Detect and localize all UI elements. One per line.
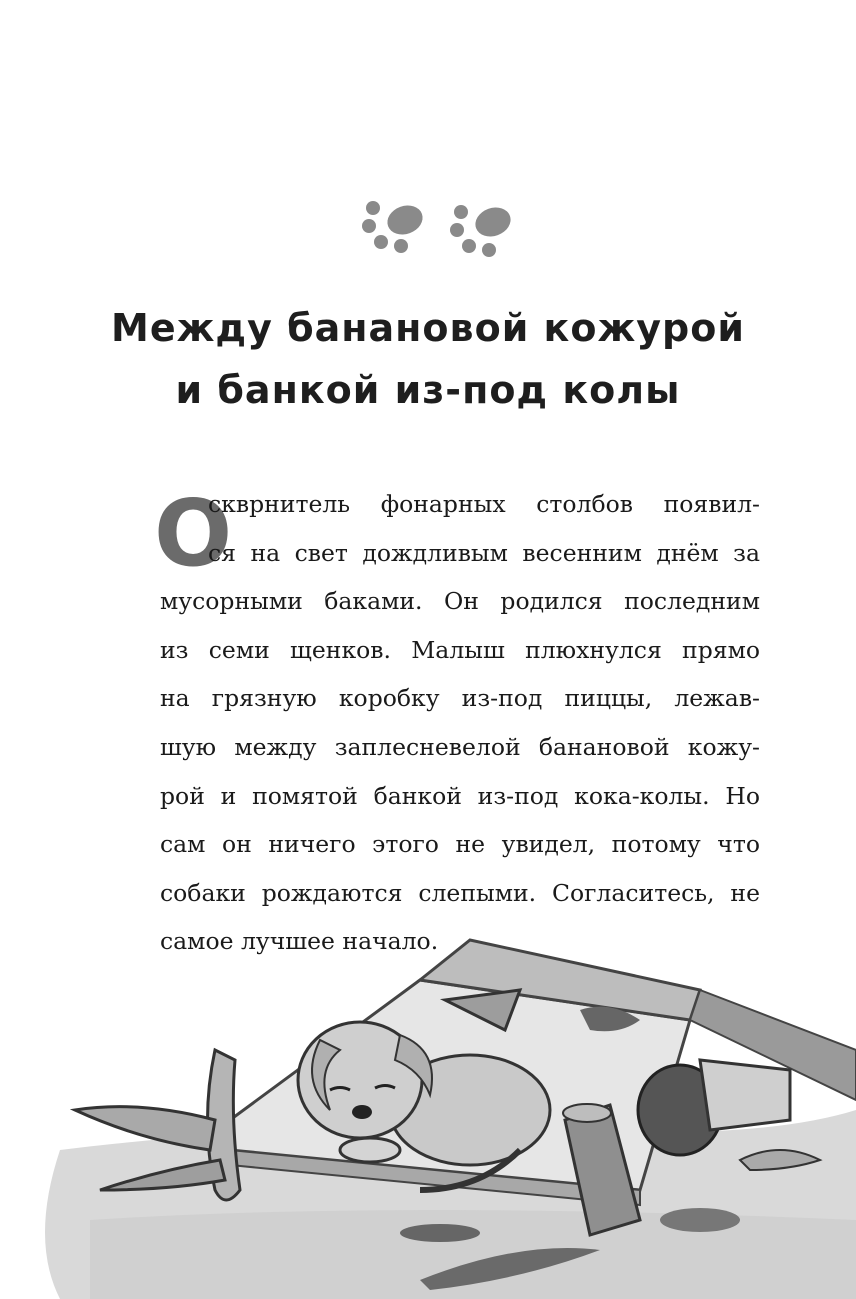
chapter-title-line-2: и банкой из-под колы <box>175 368 681 412</box>
chapter-title-line-1: Между банановой кожурой <box>111 306 745 350</box>
paw-prints-icon <box>345 190 525 260</box>
chapter-body-text <box>160 480 760 966</box>
text-line: мусорными баками. Он родился последним <box>160 587 760 616</box>
drop-cap-letter: О <box>154 480 233 587</box>
text-line: на грязную коробку из-под пиццы, лежав- <box>160 684 760 713</box>
text-line: из семи щенков. Малыш плюхнулся прямо <box>160 635 760 664</box>
paw-print-right <box>450 203 515 257</box>
text-line: шую между заплесневелой банановой кожу- <box>160 732 760 761</box>
debris-stain <box>660 1208 740 1232</box>
text-line: рой и помятой банкой из-под кока-колы. Но <box>160 781 760 810</box>
sleeping-puppy-in-trash-illustration <box>0 920 856 1299</box>
text-line: собаки рождаются слепыми. Согласитесь, не <box>160 878 760 907</box>
text-line: самое лучшее начало. <box>160 927 439 956</box>
text-line: ся на свет дождливым весенним днём за <box>208 538 760 567</box>
text-line: сам он ничего этого не увидел, потому что <box>160 830 760 859</box>
text-line: скврнитель фонарных столбов появил- <box>208 490 760 518</box>
paw-print-left <box>362 201 427 253</box>
